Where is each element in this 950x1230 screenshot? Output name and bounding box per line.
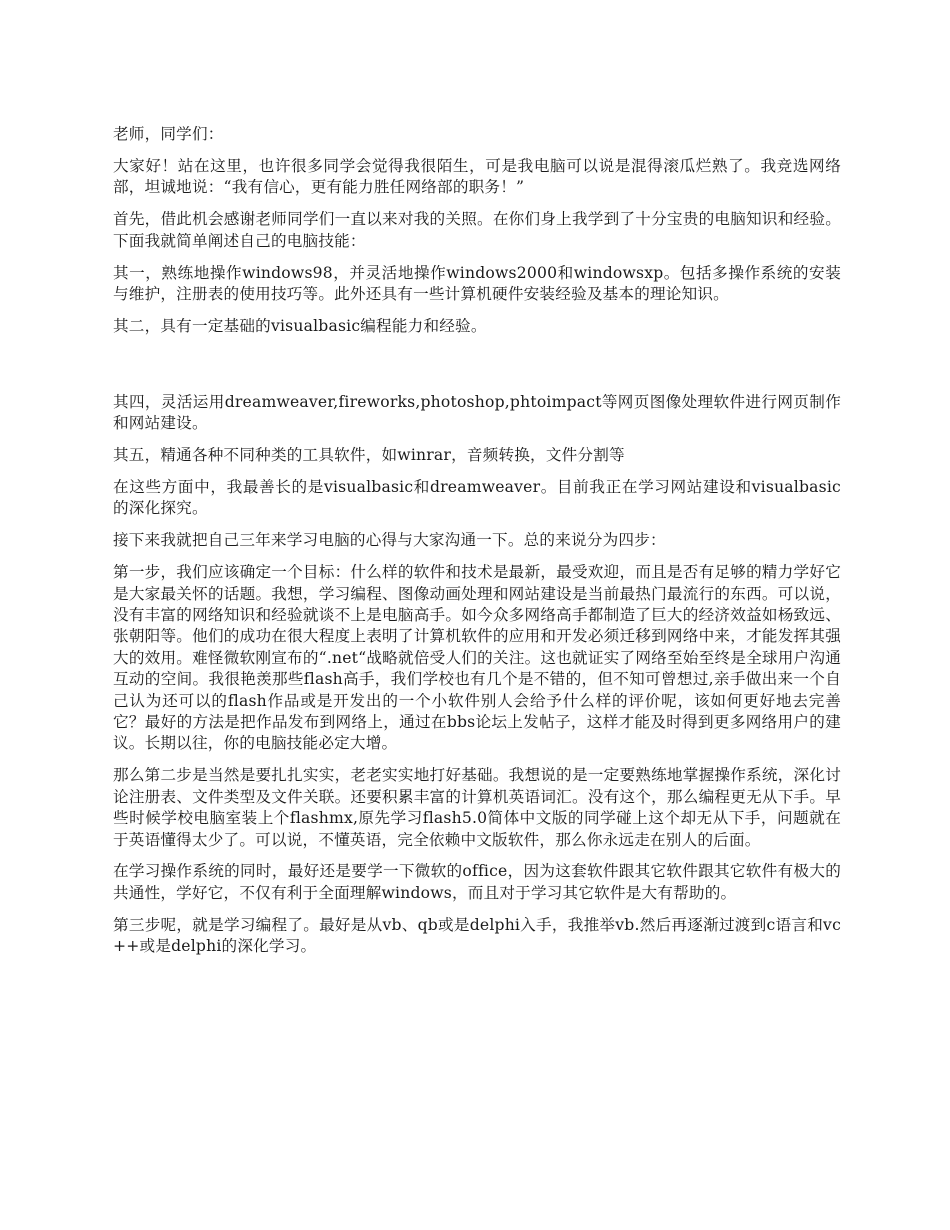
step-one-paragraph: 第一步，我们应该确定一个目标：什么样的软件和技术是最新，最受欢迎，而且是否有足够的精力学好它是大家最关怀的话题。我想，学习编程、图像动画处理和网站建设是当前最热门最流行的东西。可以说，没有丰富的网络知识和经验就谈不上是电脑高手。如今众多网络高手都制造了巨大的经济效益如杨致远、张朝阳等。他们的成功在很大程度上表明了计算机软件的应用和开发必须迁移到网络中来，才能发挥其强大的效用。难怪微软刚宣布的“.net“战略就倍受人们的关注。这也就证实了网络至始至终是全球用户沟通互动的空间。我很艳羡那些flash高手，我们学校也有几个是不错的，但不知可曾想过,亲手做出来一个自己认为还可以的flash作品或是开发出的一个小软件别人会给予什么样的评价呢，该如何更好地去完善它？最好的方法是把作品发布到网络上，通过在bbs论坛上发帖子，这样才能及时得到更多网络用户的建议。长期以往，你的电脑技能必定大增。 xyxy=(113,563,841,753)
blank-gap xyxy=(113,348,841,392)
document-body xyxy=(113,124,841,968)
thanks-paragraph: 首先，借此机会感谢老师同学们一直以来对我的关照。在你们身上我学到了十分宝贵的电脑知识和经验。下面我就简单阐述自己的电脑技能： xyxy=(113,210,841,250)
skill-five-paragraph: 其五，精通各种不同种类的工具软件，如winrar，音频转换，文件分割等 xyxy=(113,446,625,465)
intro-paragraph: 大家好！站在这里，也许很多同学会觉得我很陌生，可是我电脑可以说是混得滚瓜烂熟了。我竞选网络部，坦诚地说：“我有信心，更有能力胜任网络部的职务！” xyxy=(113,156,841,197)
skill-one-paragraph: 其一，熟练地操作windows98，并灵活地操作windows2000和windowsxp。包括多操作系统的安装与维护，注册表的使用技巧等。此外还具有一些计算机硬件安装经验及基本的理论知识。 xyxy=(113,263,841,303)
step-three-paragraph: 第三步呢，就是学习编程了。最好是从vb、qb或是delphi入手，我推举vb.然后再逐渐过渡到c语言和vc++或是delphi的深化学习。 xyxy=(113,915,841,956)
step-two-paragraph: 那么第二步是当然是要扎扎实实，老老实实地打好基础。我想说的是一定要熟练地掌握操作系统，深化讨论注册表、文件类型及文件关联。还要积累丰富的计算机英语词汇。没有这个，那么编程更无从下手。早些时候学校电脑室装上个flashmx,原先学习flash5.0简体中文版的同学碰上这个却无从下手，问题就在于英语懂得太少了。可以说，不懂英语，完全依赖中文版软件，那么你永远走在别人的后面。 xyxy=(113,766,841,849)
skill-two-paragraph: 其二，具有一定基础的visualbasic编程能力和经验。 xyxy=(113,316,487,335)
office-paragraph: 在学习操作系统的同时，最好还是要学一下微软的office，因为这套软件跟其它软件跟其它软件有极大的共通性，学好它，不仅有利于全面理解windows，而且对于学习其它软件是大有帮助的。 xyxy=(113,862,841,902)
salutation: 老师，同学们： xyxy=(113,125,224,143)
strength-paragraph: 在这些方面中，我最善长的是visualbasic和dreamweaver。目前我正在学习网站建设和visualbasic的深化探究。 xyxy=(113,477,841,518)
transition-paragraph: 接下来我就把自己三年来学习电脑的心得与大家沟通一下。总的来说分为四步： xyxy=(113,531,666,550)
skill-four-paragraph: 其四，灵活运用dreamweaver,fireworks,photoshop,phtoimpact等网页图像处理软件进行网页制作和网站建设。 xyxy=(113,392,841,433)
